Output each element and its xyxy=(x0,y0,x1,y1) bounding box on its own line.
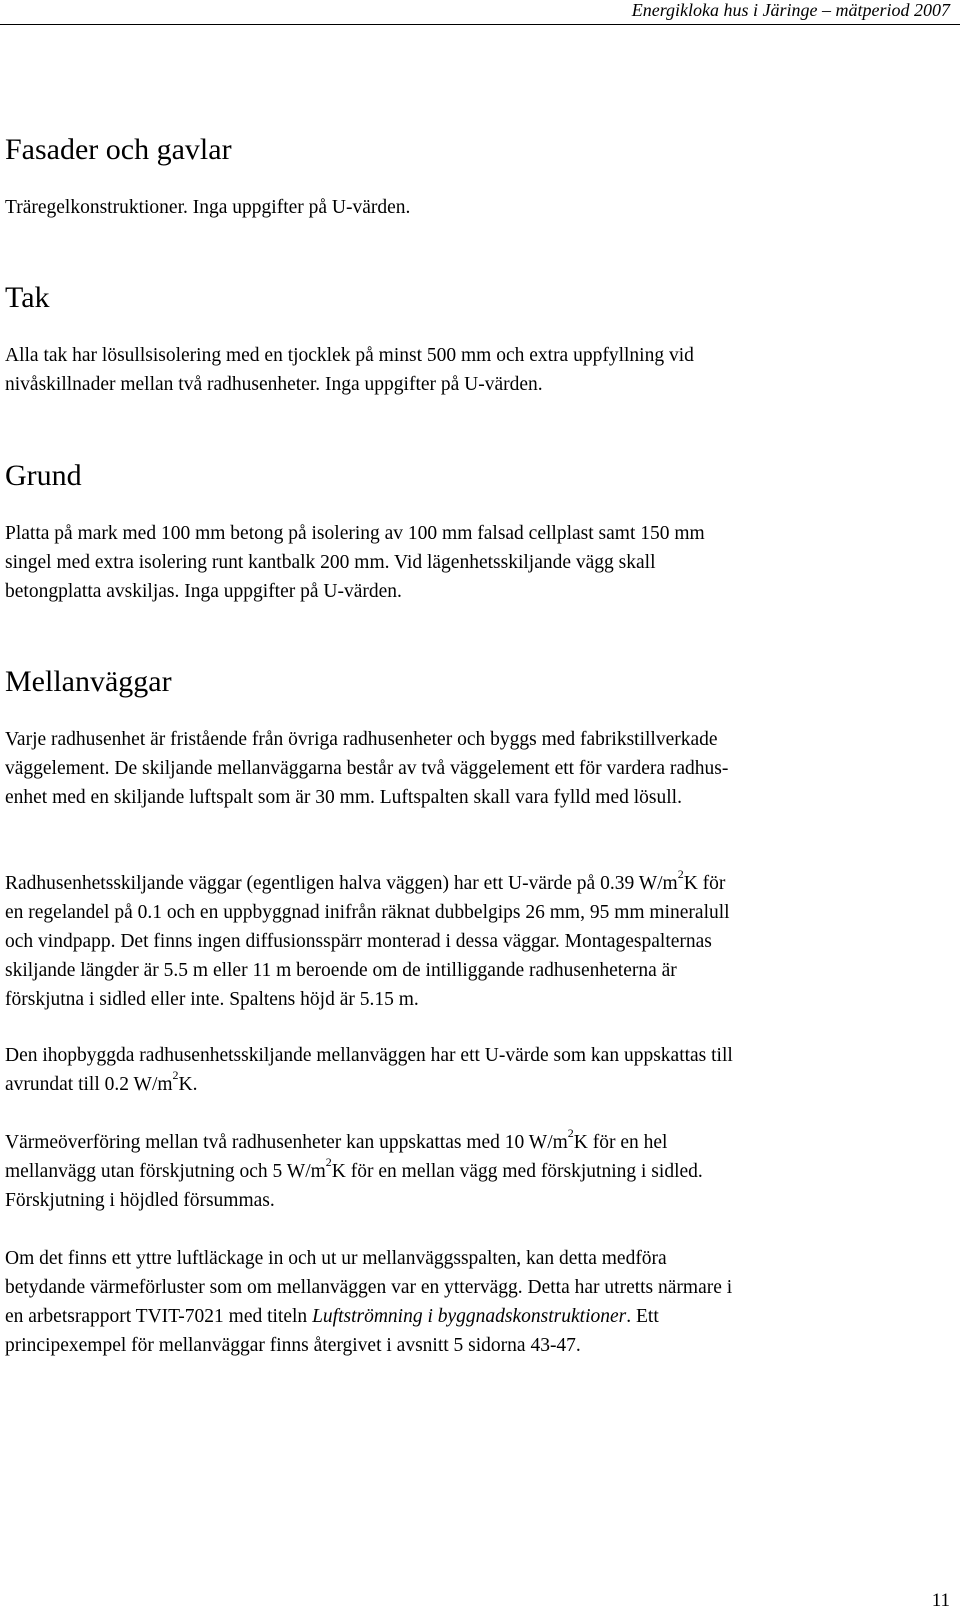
text-line: betongplatta avskiljas. Inga uppgifter på U-värden. xyxy=(5,581,402,602)
superscript: 2 xyxy=(677,867,684,881)
heading-grund: Grund xyxy=(5,459,82,492)
superscript: 2 xyxy=(325,1155,332,1169)
text-fragment: K för en hel xyxy=(573,1132,668,1153)
text-fragment: avrundat till 0.2 W/m xyxy=(5,1074,173,1095)
text-line: Om det finns ett yttre luftläckage in och ut ur mellanväggsspalten, kan detta medföra xyxy=(5,1248,667,1269)
paragraph-tak xyxy=(5,341,940,399)
heading-tak: Tak xyxy=(5,281,50,314)
text-line xyxy=(5,1070,940,1099)
text-line: Förskjutning i höjdled försummas. xyxy=(5,1190,275,1211)
paragraph-mellanvaggar-3 xyxy=(5,1041,940,1099)
text-fragment: K. xyxy=(178,1074,198,1095)
text-line xyxy=(5,1302,940,1331)
heading-mellanvaggar: Mellanväggar xyxy=(5,665,172,698)
text-fragment: . Ett xyxy=(626,1306,659,1327)
header-title: Energikloka hus i Järinge – mätperiod 2007 xyxy=(631,0,950,20)
text-line: Den ihopbyggda radhusenhetsskiljande mellanväggen har ett U-värde som kan uppskattas till xyxy=(5,1045,733,1066)
text-fragment: K för en mellan vägg med förskjutning i sidled. xyxy=(331,1161,703,1182)
paragraph-mellanvaggar-1 xyxy=(5,725,940,812)
superscript: 2 xyxy=(172,1068,179,1082)
text-line xyxy=(5,1128,940,1157)
heading-fasader: Fasader och gavlar xyxy=(5,133,232,166)
text-fragment: Värmeöverföring mellan två radhusenheter kan uppskattas med 10 W/m xyxy=(5,1132,568,1153)
text-line: singel med extra isolering runt kantbalk 200 mm. Vid lägenhetsskiljande vägg skall xyxy=(5,552,656,573)
text-line xyxy=(5,1157,940,1186)
text-line: nivåskillnader mellan två radhusenheter. Inga uppgifter på U-värden. xyxy=(5,374,543,395)
report-title: Luftströmning i byggnadskonstruktioner xyxy=(312,1306,627,1327)
page-number: 11 xyxy=(931,1590,950,1611)
text-line: Platta på mark med 100 mm betong på isolering av 100 mm falsad cellplast samt 150 mm xyxy=(5,523,705,544)
superscript: 2 xyxy=(567,1126,574,1140)
page-header xyxy=(0,0,960,22)
text-fragment: en arbetsrapport TVIT-7021 med titeln xyxy=(5,1306,313,1327)
text-fragment: Radhusenhetsskiljande väggar (egentligen halva väggen) har ett U-värde på 0.39 W/m xyxy=(5,873,678,894)
text-line: och vindpapp. Det finns ingen diffusionsspärr monterad i dessa väggar. Montagespalternas xyxy=(5,931,712,952)
paragraph-mellanvaggar-2 xyxy=(5,869,940,1014)
text-line: Varje radhusenhet är fristående från övriga radhusenheter och byggs med fabrikstillverkade xyxy=(5,729,718,750)
text-line: enhet med en skiljande luftspalt som är 30 mm. Luftspalten skall vara fylld med lösull. xyxy=(5,787,682,808)
paragraph-grund xyxy=(5,519,940,606)
header-divider xyxy=(0,24,960,25)
text-line xyxy=(5,869,940,898)
paragraph-mellanvaggar-5 xyxy=(5,1244,940,1360)
text-line: Träregelkonstruktioner. Inga uppgifter på U-värden. xyxy=(5,197,411,218)
paragraph-fasader xyxy=(5,193,940,222)
text-line: en regelandel på 0.1 och en uppbyggnad inifrån räknat dubbelgips 26 mm, 95 mm mineralull xyxy=(5,902,730,923)
paragraph-mellanvaggar-4 xyxy=(5,1128,940,1215)
text-line: skiljande längder är 5.5 m eller 11 m beroende om de intilliggande radhusenheterna är xyxy=(5,960,677,981)
text-line: väggelement. De skiljande mellanväggarna består av två väggelement ett för vardera radhus- xyxy=(5,758,729,779)
text-line: Alla tak har lösullsisolering med en tjocklek på minst 500 mm och extra uppfyllning vid xyxy=(5,345,694,366)
text-line: principexempel för mellanväggar finns återgivet i avsnitt 5 sidorna 43-47. xyxy=(5,1335,581,1356)
text-line: förskjutna i sidled eller inte. Spaltens höjd är 5.15 m. xyxy=(5,989,419,1010)
text-fragment: mellanvägg utan förskjutning och 5 W/m xyxy=(5,1161,326,1182)
text-line: betydande värmeförluster som om mellanväggen var en yttervägg. Detta har utretts närmare i xyxy=(5,1277,733,1298)
text-fragment: K för xyxy=(683,873,726,894)
